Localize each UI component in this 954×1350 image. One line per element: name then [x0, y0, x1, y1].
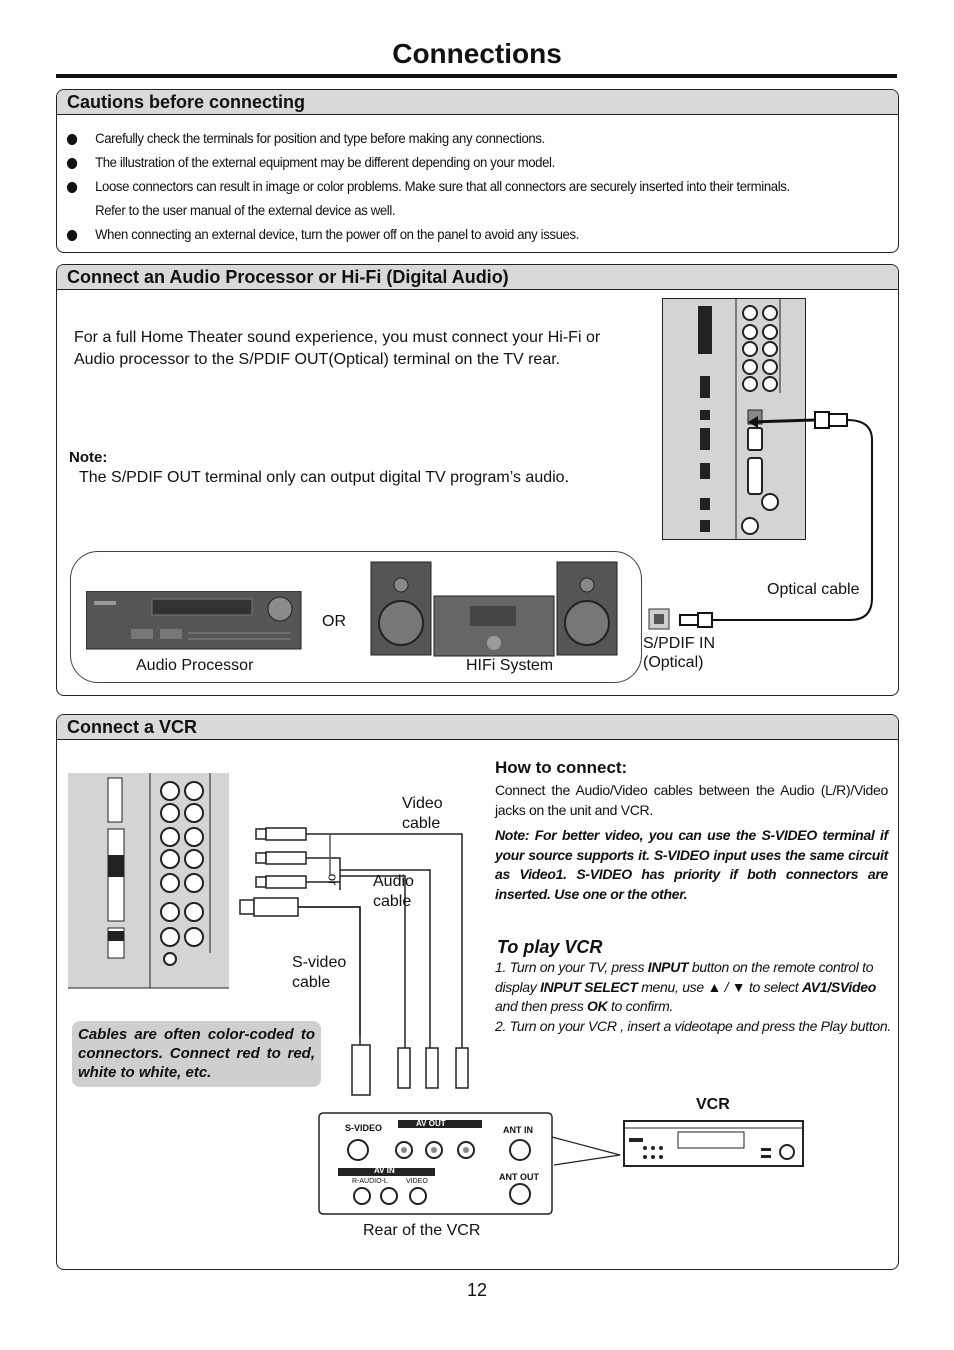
optical-cable-label: Optical cable — [767, 581, 860, 598]
color-code-callout: Cables are often color-coded to connectors. Connect red to red, white to white, etc. — [72, 1021, 321, 1087]
tv-rear-panel-av — [68, 773, 230, 989]
vcr-callout-pointer — [550, 1125, 630, 1175]
rear-of-vcr-label: Rear of the VCR — [363, 1222, 481, 1239]
svideo-cable-label-2: cable — [292, 974, 331, 991]
video-cable-label-2: cable — [402, 815, 441, 832]
audio-processor-label: Audio Processor — [136, 657, 254, 674]
audio-cable-label: Audio — [373, 873, 414, 890]
page-number: 12 — [466, 1280, 488, 1300]
audio-note-text: The S/PDIF OUT terminal only can output digital TV program’s audio. — [79, 469, 570, 486]
audio-heading: Connect an Audio Processor or Hi-Fi (Digital Audio) — [57, 265, 898, 290]
audio-processor-image — [86, 591, 302, 651]
spdif-in-port — [648, 608, 670, 630]
bullet-icon — [67, 158, 77, 169]
or-label: OR — [322, 613, 346, 630]
spdif-in-label: S/PDIF IN — [643, 635, 716, 652]
cautions-list — [65, 126, 836, 246]
play-vcr-title: To play VCR — [497, 937, 603, 957]
rear-video-label: VIDEO — [406, 1178, 428, 1185]
rear-ant-in-label: ANT IN — [503, 1125, 533, 1135]
how-to-connect-title: How to connect: — [495, 758, 628, 777]
audio-note-label: Note: — [69, 449, 108, 466]
vcr-image — [623, 1120, 805, 1168]
rear-ant-out-label: ANT OUT — [499, 1172, 539, 1182]
spdif-optical-label: (Optical) — [643, 654, 704, 671]
audio-intro: For a full Home Theater sound experience, you must connect your Hi-Fi or Audio processor to the S/PDIF OUT(Optical) terminal on the TV rear. — [74, 329, 601, 368]
play-step-1: 1. Turn on your TV, press INPUT button on the remote control to display INPUT SELECT menu, use ▲ / ▼ to select AV1/SVideo and then press OK to confirm. — [495, 959, 877, 1014]
cautions-heading: Cautions before connecting — [57, 90, 898, 115]
caution-item: Loose connectors can result in image or color problems. Make sure that all connectors are securely inserted into their terminals. — [65, 174, 836, 198]
rear-svideo-label: S-VIDEO — [345, 1123, 383, 1133]
how-to-connect-text: Connect the Audio/Video cables between the Audio (L/R)/Video jacks on the unit and VCR. — [495, 782, 888, 818]
caution-item: The illustration of the external equipment may be different depending on your model. — [65, 150, 836, 174]
vcr-heading: Connect a VCR — [57, 715, 898, 740]
rear-av-in-label: AV IN — [374, 1166, 395, 1175]
bullet-icon — [67, 182, 77, 193]
video-cable-label: Video — [402, 795, 443, 812]
title-rule — [56, 74, 897, 78]
play-step-2: 2. Turn on your VCR , insert a videotape and press the Play button. — [495, 1018, 891, 1034]
audio-cable-label-2: cable — [373, 893, 412, 910]
caution-item: Carefully check the terminals for position and type before making any connections. — [65, 126, 836, 150]
bullet-icon — [67, 230, 77, 241]
page-title: Connections — [392, 38, 562, 69]
vcr-label: VCR — [696, 1096, 730, 1113]
or-cable-label: or — [325, 873, 341, 886]
rear-av-out-label: AV OUT — [416, 1119, 446, 1128]
up-down-arrow-icon: ▲ / ▼ — [707, 978, 746, 995]
caution-item: When connecting an external device, turn the power off on the panel to avoid any issues. — [65, 222, 836, 246]
caution-item-continued: Refer to the user manual of the external device as well. — [95, 202, 396, 218]
bullet-icon — [67, 134, 77, 145]
cautions-section — [56, 89, 899, 253]
hifi-system-image — [370, 561, 620, 657]
svideo-cable-label: S-video — [292, 954, 347, 971]
hifi-system-label: HIFi System — [466, 657, 554, 674]
optical-cable — [640, 380, 880, 640]
svideo-note: Note: For better video, you can use the S-VIDEO terminal if your source supports it. S-VIDEO input uses the same circuit as Video1. S-VIDEO has priority if both connectors are inserted. Use one or the other. — [495, 827, 888, 902]
rear-audio-label: R-AUDIO-L — [352, 1178, 388, 1185]
